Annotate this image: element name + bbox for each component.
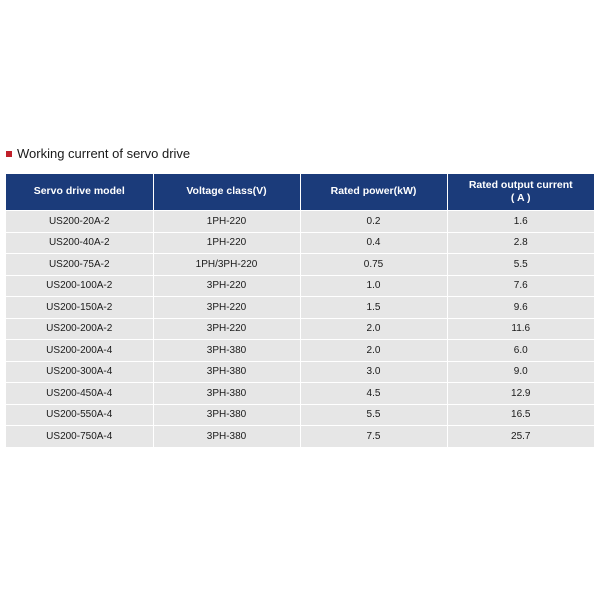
cell-voltage: 3PH-380 — [153, 383, 300, 405]
cell-current: 9.6 — [447, 297, 594, 319]
header-current-line2: ( A ) — [510, 192, 531, 204]
cell-current: 16.5 — [447, 404, 594, 426]
table-row — [6, 404, 594, 426]
cell-voltage: 3PH-380 — [153, 340, 300, 362]
cell-voltage: 1PH/3PH-220 — [153, 254, 300, 276]
cell-voltage: 3PH-380 — [153, 361, 300, 383]
square-bullet-icon — [6, 151, 12, 157]
header-power: Rated power(kW) — [300, 174, 447, 211]
cell-voltage: 3PH-380 — [153, 426, 300, 447]
table-row — [6, 340, 594, 362]
cell-current: 5.5 — [447, 254, 594, 276]
header-voltage: Voltage class(V) — [153, 174, 300, 211]
cell-voltage: 3PH-220 — [153, 275, 300, 297]
cell-model: US200-450A-4 — [6, 383, 153, 405]
cell-power: 5.5 — [300, 404, 447, 426]
cell-power: 7.5 — [300, 426, 447, 447]
cell-power: 1.5 — [300, 297, 447, 319]
table-header-row — [6, 174, 594, 211]
cell-power: 4.5 — [300, 383, 447, 405]
servo-current-table — [6, 174, 594, 447]
cell-power: 3.0 — [300, 361, 447, 383]
cell-current: 7.6 — [447, 275, 594, 297]
cell-current: 9.0 — [447, 361, 594, 383]
cell-voltage: 3PH-220 — [153, 297, 300, 319]
cell-model: US200-40A-2 — [6, 232, 153, 254]
cell-voltage: 1PH-220 — [153, 211, 300, 233]
cell-model: US200-300A-4 — [6, 361, 153, 383]
cell-power: 0.4 — [300, 232, 447, 254]
cell-power: 0.2 — [300, 211, 447, 233]
cell-model: US200-200A-4 — [6, 340, 153, 362]
section-title — [6, 146, 190, 161]
table-row — [6, 211, 594, 233]
header-current — [447, 174, 594, 211]
cell-model: US200-750A-4 — [6, 426, 153, 447]
cell-model: US200-550A-4 — [6, 404, 153, 426]
table-body — [6, 211, 594, 447]
table-row — [6, 297, 594, 319]
header-current-line1: Rated output current — [468, 178, 573, 191]
cell-voltage: 3PH-220 — [153, 318, 300, 340]
cell-model: US200-200A-2 — [6, 318, 153, 340]
cell-current: 1.6 — [447, 211, 594, 233]
cell-current: 11.6 — [447, 318, 594, 340]
cell-power: 0.75 — [300, 254, 447, 276]
table-row — [6, 254, 594, 276]
cell-voltage: 1PH-220 — [153, 232, 300, 254]
table-row — [6, 361, 594, 383]
cell-current: 6.0 — [447, 340, 594, 362]
cell-current: 2.8 — [447, 232, 594, 254]
table-row — [6, 232, 594, 254]
table-row — [6, 426, 594, 447]
cell-power: 2.0 — [300, 340, 447, 362]
cell-model: US200-150A-2 — [6, 297, 153, 319]
header-model: Servo drive model — [6, 174, 153, 211]
cell-power: 1.0 — [300, 275, 447, 297]
table-row — [6, 383, 594, 405]
cell-model: US200-20A-2 — [6, 211, 153, 233]
cell-model: US200-100A-2 — [6, 275, 153, 297]
cell-current: 12.9 — [447, 383, 594, 405]
table-row — [6, 318, 594, 340]
cell-model: US200-75A-2 — [6, 254, 153, 276]
table-row — [6, 275, 594, 297]
section-title-text: Working current of servo drive — [17, 146, 191, 161]
cell-power: 2.0 — [300, 318, 447, 340]
cell-current: 25.7 — [447, 426, 594, 447]
cell-voltage: 3PH-380 — [153, 404, 300, 426]
